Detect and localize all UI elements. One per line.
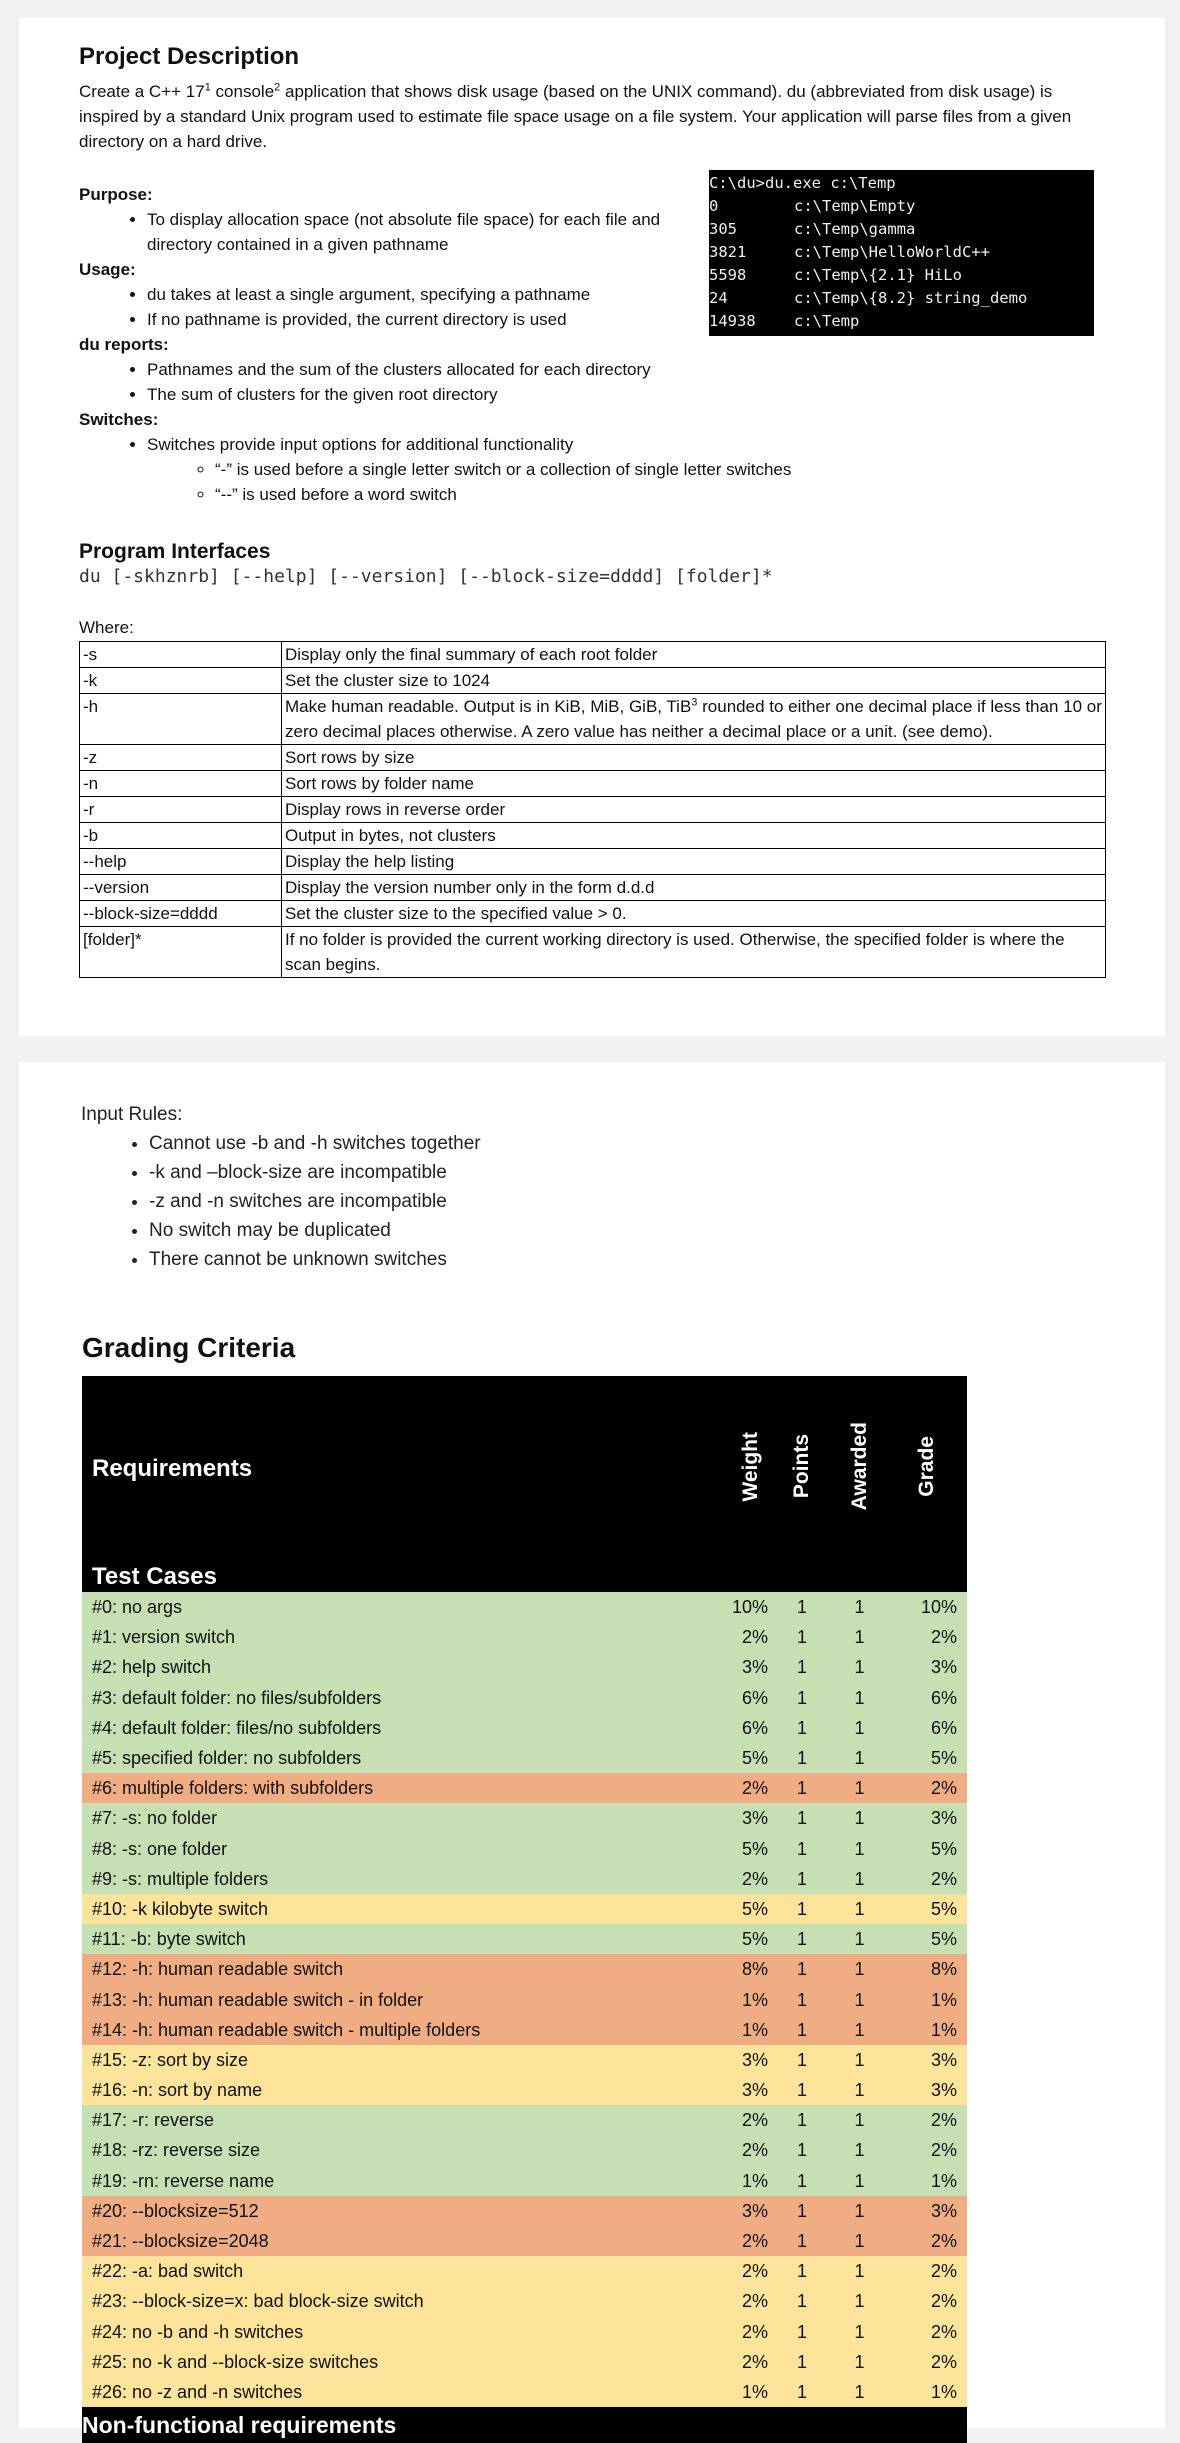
test-case-weight: 6% <box>730 1683 772 1713</box>
test-case-row <box>82 1743 967 1773</box>
test-case-awarded: 1 <box>832 1803 887 1833</box>
test-case-points: 1 <box>772 2286 832 2316</box>
input-rule-item: • Cannot use -b and -h switches together <box>149 1129 481 1158</box>
switch-key: --block-size=dddd <box>80 901 282 927</box>
test-case-points: 1 <box>772 1864 832 1894</box>
usage-heading: Usage: <box>79 260 136 279</box>
test-case-name: #24: no -b and -h switches <box>82 2317 730 2347</box>
usage-section <box>79 257 779 332</box>
grade-header: Grade <box>887 1376 967 1562</box>
project-description-text: Create a $C++ 17^1$ console$^2$ application that shows disk usage (based on the UNIX command). du (abbreviated from disk usage) is inspired by a standard Unix program used to estimate file space usage on a file system. Your application will parse files from a given directory on a hard drive. <box>79 81 1072 151</box>
switch-key: [folder]* <box>80 927 282 978</box>
test-case-name: #19: -rn: reverse name <box>82 2166 730 2196</box>
test-case-name: #17: -r: reverse <box>82 2105 730 2135</box>
test-case-awarded: 1 <box>832 1622 887 1652</box>
console-row: 0 c:\Temp\Empty <box>709 197 916 215</box>
test-case-awarded: 1 <box>832 2286 887 2316</box>
document-page-1 <box>19 18 1165 1036</box>
test-case-awarded: 1 <box>832 1592 887 1622</box>
switch-key: -b <box>80 823 282 849</box>
points-header: Points <box>772 1376 832 1562</box>
test-case-grade: 5% <box>887 1743 967 1773</box>
switch-row <box>80 927 1106 978</box>
test-case-row <box>82 2135 967 2165</box>
test-case-name: #5: specified folder: no subfolders <box>82 1743 730 1773</box>
test-case-weight: 2% <box>730 2317 772 2347</box>
test-case-grade: 3% <box>887 2196 967 2226</box>
test-case-weight: 3% <box>730 2075 772 2105</box>
grading-criteria-title: Grading Criteria <box>82 1332 296 1363</box>
test-case-name: #0: no args <box>82 1592 730 1622</box>
test-case-name: #22: -a: bad switch <box>82 2256 730 2286</box>
test-case-row <box>82 1652 967 1682</box>
test-case-points: 1 <box>772 1713 832 1743</box>
test-case-weight: 5% <box>730 1743 772 1773</box>
test-case-grade: 5% <box>887 1834 967 1864</box>
switch-desc: Output in bytes, not clusters <box>282 823 1106 849</box>
test-case-row <box>82 1683 967 1713</box>
test-case-name: #4: default folder: files/no subfolders <box>82 1713 730 1743</box>
test-case-awarded: 1 <box>832 2166 887 2196</box>
test-case-points: 1 <box>772 2377 832 2407</box>
switches-subitem: ◦ “--” is used before a word switch <box>215 482 979 507</box>
test-case-row <box>82 2317 967 2347</box>
test-case-points: 1 <box>772 2015 832 2045</box>
test-case-weight: 3% <box>730 1803 772 1833</box>
test-case-name: #2: help switch <box>82 1652 730 1682</box>
switch-row <box>80 771 1106 797</box>
test-case-row <box>82 2166 967 2196</box>
test-case-points: 1 <box>772 1773 832 1803</box>
test-case-name: #10: -k kilobyte switch <box>82 1894 730 1924</box>
test-case-points: 1 <box>772 1924 832 1954</box>
test-case-name: #26: no -z and -n switches <box>82 2377 730 2407</box>
test-case-awarded: 1 <box>832 1713 887 1743</box>
test-case-name: #12: -h: human readable switch <box>82 1954 730 1984</box>
test-case-grade: 2% <box>887 1864 967 1894</box>
switch-row <box>80 694 1106 745</box>
test-case-awarded: 1 <box>832 1864 887 1894</box>
test-cases-header: Test Cases <box>82 1562 967 1592</box>
test-case-row <box>82 2015 967 2045</box>
test-case-grade: 1% <box>887 2015 967 2045</box>
reports-item: • The sum of clusters for the given root directory <box>147 382 779 407</box>
test-case-row <box>82 2377 967 2407</box>
switch-desc: If no folder is provided the current working directory is used. Otherwise, the specified folder is where the scan begins. <box>282 927 1106 978</box>
program-interfaces-title: Program Interfaces <box>79 540 271 563</box>
test-case-awarded: 1 <box>832 2105 887 2135</box>
test-case-weight: 1% <box>730 2377 772 2407</box>
document-page-2 <box>19 1062 1165 2438</box>
test-case-weight: 2% <box>730 1622 772 1652</box>
test-case-name: #6: multiple folders: with subfolders <box>82 1773 730 1803</box>
test-case-grade: 3% <box>887 1803 967 1833</box>
test-case-weight: 3% <box>730 1652 772 1682</box>
test-case-awarded: 1 <box>832 2256 887 2286</box>
test-case-points: 1 <box>772 1894 832 1924</box>
test-case-name: #14: -h: human readable switch - multiple folders <box>82 2015 730 2045</box>
test-case-awarded: 1 <box>832 2377 887 2407</box>
switches-item: • Switches provide input options for additional functionality ◦ “-” is used before a single letter switch or a collection of single letter switches ◦ “--” is used before a word switch <box>147 432 979 507</box>
test-case-points: 1 <box>772 1592 832 1622</box>
purpose-section <box>79 182 779 257</box>
test-case-row <box>82 1592 967 1622</box>
test-case-row <box>82 1834 967 1864</box>
switch-desc: Set the cluster size to 1024 <box>282 668 1106 694</box>
test-case-weight: 1% <box>730 1984 772 2014</box>
switch-row <box>80 849 1106 875</box>
test-case-grade: 3% <box>887 1652 967 1682</box>
switches-section <box>79 407 979 507</box>
test-case-points: 1 <box>772 2226 832 2256</box>
test-case-weight: 1% <box>730 2166 772 2196</box>
switch-row <box>80 745 1106 771</box>
test-case-weight: 2% <box>730 2286 772 2316</box>
console-command: C:\du>du.exe c:\Temp <box>709 174 896 192</box>
test-case-points: 1 <box>772 1834 832 1864</box>
test-case-row <box>82 1622 967 1652</box>
test-case-points: 1 <box>772 1652 832 1682</box>
switch-row <box>80 875 1106 901</box>
input-rule-item: • No switch may be duplicated <box>149 1216 481 1245</box>
test-case-weight: 2% <box>730 1864 772 1894</box>
switch-key: -n <box>80 771 282 797</box>
test-case-weight: 8% <box>730 1954 772 1984</box>
test-case-points: 1 <box>772 2166 832 2196</box>
test-case-awarded: 1 <box>832 2135 887 2165</box>
awarded-header: Awarded <box>832 1376 887 1562</box>
test-case-awarded: 1 <box>832 1683 887 1713</box>
test-case-row <box>82 1924 967 1954</box>
test-case-name: #18: -rz: reverse size <box>82 2135 730 2165</box>
switch-desc: Set the cluster size to the specified value > 0. <box>282 901 1106 927</box>
test-case-name: #23: --block-size=x: bad block-size switch <box>82 2286 730 2316</box>
test-case-name: #9: -s: multiple folders <box>82 1864 730 1894</box>
test-case-weight: 1% <box>730 2015 772 2045</box>
test-case-grade: 10% <box>887 1592 967 1622</box>
test-case-name: #20: --blocksize=512 <box>82 2196 730 2226</box>
console-row: 305 c:\Temp\gamma <box>709 220 916 238</box>
switch-desc: Make human readable. Output is in KiB, MiB, GiB, TiB$^3$ rounded to either one decimal place if less than 10 or zero decimal places otherwise. A zero value has neither a decimal place or a unit. (see demo). <box>282 694 1106 745</box>
switch-desc: Display the help listing <box>282 849 1106 875</box>
project-description-title: Project Description <box>79 43 300 70</box>
test-case-weight: 2% <box>730 2256 772 2286</box>
console-row: 14938 c:\Temp <box>709 312 860 330</box>
test-case-weight: 2% <box>730 2135 772 2165</box>
test-case-points: 1 <box>772 1954 832 1984</box>
test-case-row <box>82 1984 967 2014</box>
test-case-awarded: 1 <box>832 1894 887 1924</box>
test-case-weight: 2% <box>730 1773 772 1803</box>
test-case-grade: 5% <box>887 1924 967 1954</box>
test-case-weight: 2% <box>730 2347 772 2377</box>
test-case-row <box>82 2105 967 2135</box>
test-case-name: #11: -b: byte switch <box>82 1924 730 1954</box>
test-case-grade: 2% <box>887 1622 967 1652</box>
switch-key: --help <box>80 849 282 875</box>
test-case-row <box>82 2286 967 2316</box>
test-case-awarded: 1 <box>832 1834 887 1864</box>
test-case-name: #7: -s: no folder <box>82 1803 730 1833</box>
test-case-weight: 5% <box>730 1834 772 1864</box>
test-case-weight: 6% <box>730 1713 772 1743</box>
input-rules-section <box>81 1100 481 1274</box>
test-case-name: #25: no -k and --block-size switches <box>82 2347 730 2377</box>
test-case-weight: 3% <box>730 2196 772 2226</box>
test-case-name: #8: -s: one folder <box>82 1834 730 1864</box>
switch-desc: Sort rows by folder name <box>282 771 1106 797</box>
test-case-row <box>82 2075 967 2105</box>
switch-row <box>80 797 1106 823</box>
switch-key: -h <box>80 694 282 745</box>
where-label: Where: <box>79 618 134 637</box>
console-row: 3821 c:\Temp\HelloWorldC++ <box>709 243 990 261</box>
test-case-points: 1 <box>772 1984 832 2014</box>
test-case-points: 1 <box>772 2196 832 2226</box>
test-case-weight: 2% <box>730 2226 772 2256</box>
test-case-awarded: 1 <box>832 1924 887 1954</box>
test-case-row <box>82 2196 967 2226</box>
usage-item: • If no pathname is provided, the current directory is used <box>147 307 779 332</box>
input-rule-item: • -k and –block-size are incompatible <box>149 1158 481 1187</box>
test-case-grade: 6% <box>887 1683 967 1713</box>
input-rule-item: • There cannot be unknown switches <box>149 1245 481 1274</box>
requirements-header: Requirements <box>82 1376 730 1562</box>
test-case-points: 1 <box>772 2105 832 2135</box>
program-syntax: du [-skhznrb] [--help] [--version] [--block-size=dddd] [folder]* <box>79 566 773 587</box>
test-case-points: 1 <box>772 2347 832 2377</box>
test-case-grade: 2% <box>887 2105 967 2135</box>
input-rules-heading: Input Rules: <box>81 1104 183 1125</box>
test-case-grade: 2% <box>887 2286 967 2316</box>
test-case-points: 1 <box>772 1683 832 1713</box>
test-case-awarded: 1 <box>832 2075 887 2105</box>
test-case-weight: 10% <box>730 1592 772 1622</box>
test-case-awarded: 1 <box>832 2045 887 2075</box>
reports-heading: du reports: <box>79 335 169 354</box>
switch-key: -r <box>80 797 282 823</box>
test-case-points: 1 <box>772 2075 832 2105</box>
test-case-row <box>82 2347 967 2377</box>
test-case-grade: 2% <box>887 2256 967 2286</box>
switches-table <box>79 641 1106 978</box>
test-case-grade: 1% <box>887 2377 967 2407</box>
test-case-grade: 2% <box>887 2347 967 2377</box>
test-case-name: #16: -n: sort by name <box>82 2075 730 2105</box>
console-output <box>709 170 1094 336</box>
test-case-row <box>82 1713 967 1743</box>
test-case-points: 1 <box>772 2317 832 2347</box>
test-case-grade: 8% <box>887 1954 967 1984</box>
test-case-name: #15: -z: sort by size <box>82 2045 730 2075</box>
grading-table <box>82 1376 967 2443</box>
test-case-grade: 3% <box>887 2075 967 2105</box>
test-case-awarded: 1 <box>832 2317 887 2347</box>
test-case-awarded: 1 <box>832 1954 887 1984</box>
test-case-row <box>82 1954 967 1984</box>
test-case-row <box>82 2226 967 2256</box>
purpose-heading: Purpose: <box>79 185 153 204</box>
switch-row <box>80 901 1106 927</box>
test-case-name: #13: -h: human readable switch - in folder <box>82 1984 730 2014</box>
switch-key: --version <box>80 875 282 901</box>
test-case-row <box>82 1894 967 1924</box>
test-case-weight: 2% <box>730 2105 772 2135</box>
switches-heading: Switches: <box>79 410 159 429</box>
test-case-grade: 2% <box>887 2226 967 2256</box>
switch-desc: Display rows in reverse order <box>282 797 1106 823</box>
test-case-name: #3: default folder: no files/subfolders <box>82 1683 730 1713</box>
test-case-awarded: 1 <box>832 1652 887 1682</box>
test-case-row <box>82 1773 967 1803</box>
test-case-grade: 5% <box>887 1894 967 1924</box>
test-case-awarded: 1 <box>832 1743 887 1773</box>
switch-row <box>80 642 1106 668</box>
console-row: 24 c:\Temp\{8.2} string_demo <box>709 289 1028 307</box>
input-rule-item: • -z and -n switches are incompatible <box>149 1187 481 1216</box>
test-case-points: 1 <box>772 2256 832 2286</box>
switch-key: -z <box>80 745 282 771</box>
test-case-row <box>82 1864 967 1894</box>
test-case-points: 1 <box>772 1622 832 1652</box>
switches-subitem: ◦ “-” is used before a single letter switch or a collection of single letter switches <box>215 457 979 482</box>
test-case-awarded: 1 <box>832 1773 887 1803</box>
switch-key: -k <box>80 668 282 694</box>
switch-row <box>80 668 1106 694</box>
reports-item: • Pathnames and the sum of the clusters allocated for each directory <box>147 357 779 382</box>
reports-section <box>79 332 779 407</box>
test-case-grade: 1% <box>887 1984 967 2014</box>
purpose-item: • To display allocation space (not absolute file space) for each file and directory contained in a given pathname <box>147 207 707 257</box>
test-case-row <box>82 2045 967 2075</box>
switch-desc: Display the version number only in the form d.d.d <box>282 875 1106 901</box>
test-case-grade: 3% <box>887 2045 967 2075</box>
test-case-points: 1 <box>772 2135 832 2165</box>
test-case-weight: 5% <box>730 1894 772 1924</box>
test-case-name: #21: --blocksize=2048 <box>82 2226 730 2256</box>
non-functional-header: Non-functional requirements <box>82 2407 967 2443</box>
switch-key: -s <box>80 642 282 668</box>
usage-item: • du takes at least a single argument, specifying a pathname <box>147 282 779 307</box>
console-row: 5598 c:\Temp\{2.1} HiLo <box>709 266 962 284</box>
test-case-row <box>82 1803 967 1833</box>
weight-header: Weight <box>730 1376 772 1562</box>
test-case-grade: 1% <box>887 2166 967 2196</box>
test-case-awarded: 1 <box>832 1984 887 2014</box>
test-case-awarded: 1 <box>832 2347 887 2377</box>
switch-row <box>80 823 1106 849</box>
switch-desc: Display only the final summary of each root folder <box>282 642 1106 668</box>
test-case-grade: 2% <box>887 2317 967 2347</box>
test-case-weight: 5% <box>730 1924 772 1954</box>
test-case-awarded: 1 <box>832 2196 887 2226</box>
test-case-awarded: 1 <box>832 2226 887 2256</box>
test-case-weight: 3% <box>730 2045 772 2075</box>
test-case-name: #1: version switch <box>82 1622 730 1652</box>
test-case-awarded: 1 <box>832 2015 887 2045</box>
test-case-points: 1 <box>772 1743 832 1773</box>
test-case-grade: 6% <box>887 1713 967 1743</box>
test-case-row <box>82 2256 967 2286</box>
test-case-points: 1 <box>772 2045 832 2075</box>
test-case-points: 1 <box>772 1803 832 1833</box>
test-case-grade: 2% <box>887 1773 967 1803</box>
test-case-grade: 2% <box>887 2135 967 2165</box>
switch-desc: Sort rows by size <box>282 745 1106 771</box>
